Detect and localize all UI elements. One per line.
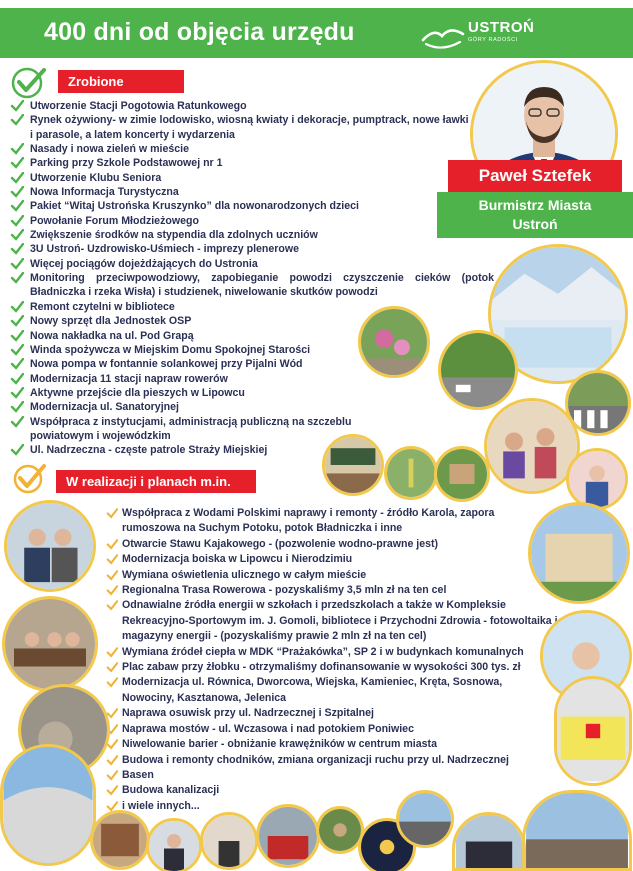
photo-ambulance [554, 676, 632, 786]
list-item: Nowy sprzęt dla Jednostek OSP [10, 314, 494, 328]
list-item: Odnawialne źródła energii w szkołach i przedszkolach a także w Kompleksie Rekreacyjno-Sportowym im. J. Gomoli, bibliotece i Przychodni Zdrowia - fotowoltaika i magazyny energii - (pozyskaliśmy prawie 2 mln zł na ten cel) [106, 598, 558, 644]
list-item: Modernizacja ul. Równica, Dworcowa, Wiejska, Kamieniec, Kręta, Sosnowa, Nowociny, Kasztanowa, Jelenica [106, 675, 546, 706]
photo-handshake [200, 812, 258, 870]
photo-officials [146, 818, 202, 871]
check-icon [10, 157, 24, 169]
list-item: i wiele innych... [106, 799, 562, 814]
photo-group [452, 812, 526, 871]
mayor-name: Paweł Sztefek [448, 160, 622, 192]
check-icon [10, 344, 24, 356]
header-banner [0, 8, 633, 58]
check-icon [106, 539, 118, 550]
check-icon [10, 100, 24, 112]
section-label-done: Zrobione [58, 70, 184, 93]
list-item: Otwarcie Stawu Kajakowego - (pozwolenie wodno-prawne jest) [106, 537, 562, 552]
list-item: Nasady i nowa zieleń w mieście [10, 142, 494, 156]
photo-market [522, 790, 632, 871]
list-item: Budowa kanalizacji [106, 783, 562, 798]
check-icon [106, 508, 118, 519]
photo-meeting [4, 500, 96, 592]
check-icon [106, 755, 118, 766]
check-icon [10, 272, 24, 284]
check-icon [10, 143, 24, 155]
check-icon [10, 444, 24, 456]
check-icon [10, 186, 24, 198]
logo-tagline: GÓRY RADOŚCI [468, 37, 518, 43]
check-icon [10, 416, 24, 428]
list-item: Niwelowanie barier - obniżanie krawężników w centrum miasta [106, 737, 562, 752]
check-icon [10, 301, 24, 313]
mountain-logo-icon [420, 18, 466, 50]
check-icon [10, 330, 24, 342]
check-icon [10, 258, 24, 270]
logo-name: USTROŃ [468, 19, 535, 36]
list-item: Aktywne przejście dla pieszych w Lipowcu [10, 386, 494, 400]
photo-bike-station [384, 446, 438, 500]
list-item: Współpraca z instytucjami, administracją publiczną na szczeblu powiatowym i wojewódzkim [10, 415, 405, 444]
list-item: Basen [106, 768, 562, 783]
page-title: 400 dni od objęcia urzędu [44, 18, 355, 46]
list-item: Remont czytelni w bibliotece [10, 300, 494, 314]
list-item: Wymiana oświetlenia ulicznego w całym mieście [106, 568, 562, 583]
check-icon [106, 600, 118, 611]
list-item: Więcej pociągów dojeżdżających do Ustronia [10, 257, 494, 271]
list-item: Naprawa mostów - ul. Wczasowa i nad potokiem Poniwiec [106, 722, 562, 737]
list-item: Nowa Informacja Turystyczna [10, 185, 494, 199]
list-item: Naprawa osuwisk przy ul. Nadrzecznej i Szpitalnej [106, 706, 562, 721]
list-item: Zwiększenie środków na stypendia dla zdolnych uczniów [10, 228, 494, 242]
section-label-plans: W realizacji i planach m.in. [56, 470, 256, 493]
list-item: 3U Ustroń- Uzdrowisko-Uśmiech - imprezy plenerowe [10, 242, 494, 256]
plans-list [106, 506, 562, 814]
check-icon [10, 243, 24, 255]
list-item: Rynek ożywiony- w zimie lodowisko, wiosną kwiaty i dekoracje, pumptrack, nowe ławki i parasole, a latem koncerty i wydarzenia [10, 113, 470, 142]
check-icon [10, 373, 24, 385]
check-icon [10, 215, 24, 227]
check-icon [106, 662, 118, 673]
photo-classroom [322, 434, 384, 496]
big-check-icon [12, 463, 48, 495]
list-item: Budowa i remonty chodników, zmiana organizacji ruchu przy ul. Nadrzecznej [106, 753, 562, 768]
list-item: Wymiana źródeł ciepła w MDK “Prażakówka”, SP 2 i w budynkach komunalnych [106, 645, 562, 660]
list-item: Modernizacja ul. Sanatoryjnej [10, 400, 494, 414]
photo-conference [2, 596, 98, 692]
mayor-role-line2: Ustroń [512, 216, 558, 232]
list-item: Nowa pompa w fontannie solankowej przy Pijalni Wód [10, 357, 494, 371]
done-list [10, 99, 494, 458]
photo-building-aerial [434, 446, 490, 502]
photo-flowers [358, 306, 430, 378]
photo-road-tree [438, 330, 518, 410]
list-item: Modernizacja 11 stacji napraw rowerów [10, 372, 494, 386]
check-icon [10, 114, 24, 126]
photo-training [316, 806, 364, 854]
check-icon [106, 585, 118, 596]
list-item: Regionalna Trasa Rowerowa - pozyskaliśmy 3,5 mln zł na ten cel [106, 583, 562, 598]
check-icon [106, 677, 118, 688]
list-item: Pakiet “Witaj Ustrońska Kruszynko” dla nowonarodzonych dzieci [10, 199, 494, 213]
photo-child [566, 448, 628, 510]
check-icon [10, 401, 24, 413]
photo-amphitheatre [0, 744, 96, 866]
check-icon [10, 229, 24, 241]
check-icon [10, 387, 24, 399]
list-item: Modernizacja boiska w Lipowcu i Nierodzimiu [106, 552, 562, 567]
list-item: Plac zabaw przy żłobku - otrzymaliśmy dofinansowanie w wysokości 300 tys. zł [106, 660, 562, 675]
list-item: Ul. Nadrzeczna - częste patrole Straży Miejskiej [10, 443, 494, 457]
check-icon [106, 554, 118, 565]
check-icon [10, 200, 24, 212]
photo-fire-brigade [256, 804, 320, 868]
mayor-role-line1: Burmistrz Miasta [478, 197, 592, 213]
photo-school-building [528, 502, 630, 604]
check-icon [106, 647, 118, 658]
list-item: Utworzenie Klubu Seniora [10, 171, 494, 185]
mayor-role [437, 192, 633, 238]
check-icon [106, 770, 118, 781]
list-item: Parking przy Szkole Podstawowej nr 1 [10, 156, 494, 170]
list-item: Powołanie Forum Młodzieżowego [10, 214, 494, 228]
list-item: Współpraca z Wodami Polskimi naprawy i remonty - źródło Karola, zapora rumoszowa na Suchym Potoku, potok Bładniczka i inne [106, 506, 506, 537]
check-icon [10, 358, 24, 370]
list-item: Winda spożywcza w Miejskim Domu Spokojnej Starości [10, 343, 494, 357]
big-check-icon [10, 66, 48, 100]
ustron-logo [420, 16, 540, 52]
list-item: Nowa nakładka na ul. Pod Grapą [10, 329, 494, 343]
list-item: Utworzenie Stacji Pogotowia Ratunkowego [10, 99, 494, 113]
check-icon [106, 785, 118, 796]
list-item: Monitoring przeciwpowodziowy, zapobieganie powodzi czyszczenie cieków (potok Bładniczka i rzeka Wisła) i studzienek, niwelowanie skutków powodzi [10, 271, 494, 300]
check-icon [106, 570, 118, 581]
check-icon [10, 315, 24, 327]
photo-library [90, 810, 150, 870]
photo-street [396, 790, 454, 848]
check-icon [10, 172, 24, 184]
